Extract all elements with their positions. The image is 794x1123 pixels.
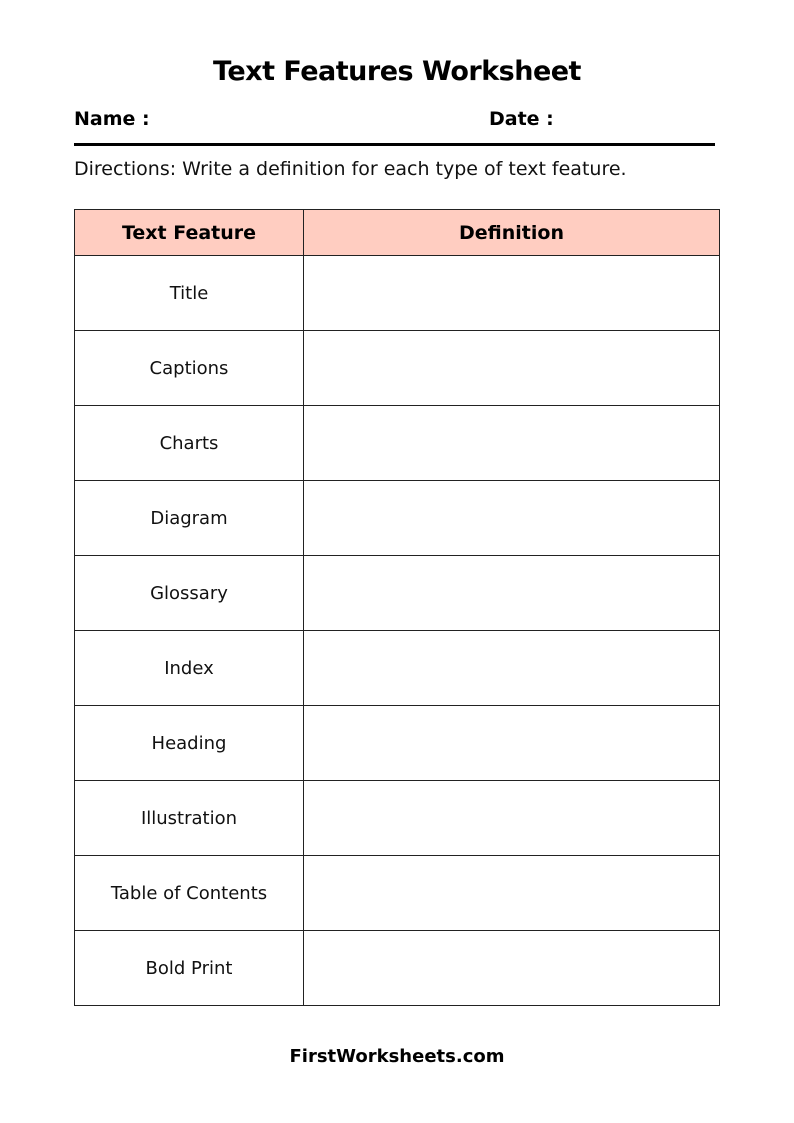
table-row [75, 406, 720, 481]
table-row [75, 931, 720, 1006]
definition-cell[interactable] [304, 331, 720, 406]
feature-cell: Index [75, 631, 304, 706]
table-row [75, 856, 720, 931]
text-features-table [74, 209, 720, 1006]
table-header-row [75, 210, 720, 256]
feature-cell: Heading [75, 706, 304, 781]
table-row [75, 781, 720, 856]
definition-cell[interactable] [304, 631, 720, 706]
feature-cell: Illustration [75, 781, 304, 856]
table-row [75, 331, 720, 406]
column-header-text-feature: Text Feature [75, 210, 304, 256]
table-row [75, 556, 720, 631]
definition-cell[interactable] [304, 781, 720, 856]
definition-cell[interactable] [304, 706, 720, 781]
header-rule [74, 143, 715, 146]
worksheet-title: Text Features Worksheet [213, 56, 581, 87]
definition-cell[interactable] [304, 931, 720, 1006]
feature-cell: Charts [75, 406, 304, 481]
table-row [75, 481, 720, 556]
definition-cell[interactable] [304, 481, 720, 556]
definition-cell[interactable] [304, 856, 720, 931]
feature-cell: Glossary [75, 556, 304, 631]
definition-cell[interactable] [304, 256, 720, 331]
directions-text: Directions: Write a definition for each type of text feature. [74, 158, 627, 180]
feature-cell: Diagram [75, 481, 304, 556]
definition-cell[interactable] [304, 556, 720, 631]
feature-cell: Bold Print [75, 931, 304, 1006]
table-row [75, 706, 720, 781]
feature-cell: Captions [75, 331, 304, 406]
table-row [75, 631, 720, 706]
footer-site-name: FirstWorksheets.com [289, 1046, 505, 1067]
definition-cell[interactable] [304, 406, 720, 481]
table-row [75, 256, 720, 331]
feature-cell: Title [75, 256, 304, 331]
feature-cell: Table of Contents [75, 856, 304, 931]
date-label: Date : [489, 108, 554, 130]
column-header-definition: Definition [304, 210, 720, 256]
name-label: Name : [74, 108, 150, 130]
